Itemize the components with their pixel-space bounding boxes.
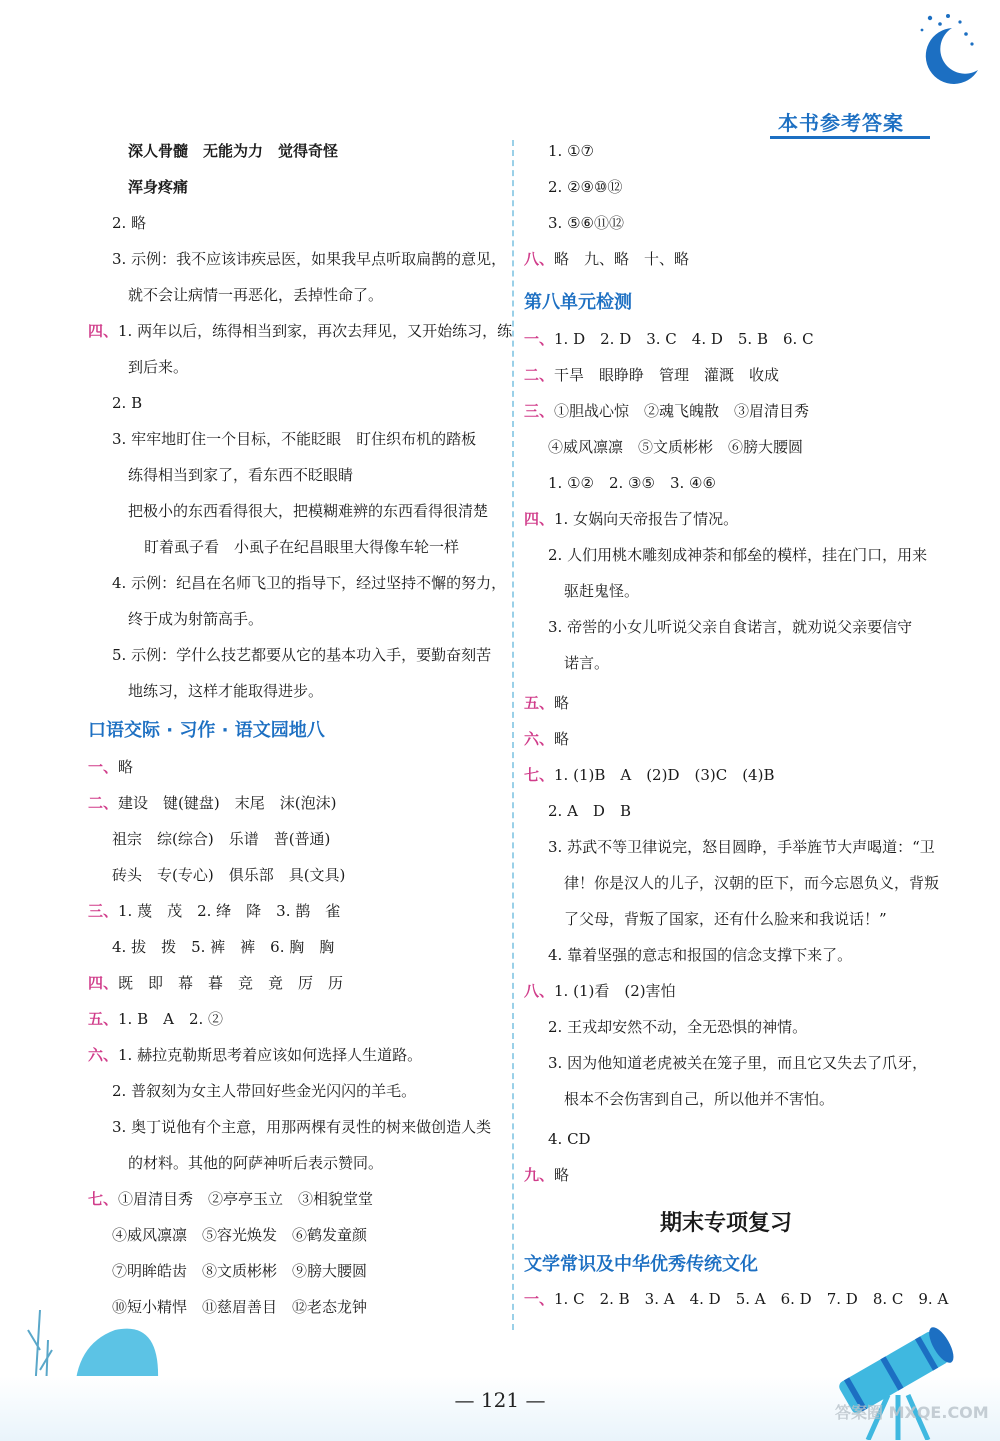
answer-text: 到后来。 <box>128 358 189 376</box>
right-answer-line <box>548 176 622 198</box>
left-answer-line <box>88 756 133 778</box>
answer-text: 2. B <box>112 394 143 412</box>
answer-text: ⑦明眸皓齿 ⑧文质彬彬 ⑨膀大腰圆 <box>112 1262 368 1280</box>
answer-text: 盯着虱子看 小虱子在纪昌眼里大得像车轮一样 <box>144 538 460 556</box>
left-answer-line <box>112 828 330 850</box>
answer-text: 1. (1)B A (2)D (3)C (4)B <box>554 766 775 784</box>
left-answer-line <box>128 356 188 378</box>
answer-text: 2. A D B <box>548 802 631 820</box>
left-answer-line <box>128 680 323 702</box>
left-answer-line <box>144 536 459 558</box>
answer-text: 终于成为射箭高手。 <box>128 610 264 628</box>
left-answer-line <box>112 644 491 666</box>
right-answer-line <box>548 944 852 966</box>
answer-text: 3. 苏武不等卫律说完，怒目圆睁，手举旌节大声喝道：“卫 <box>548 838 935 856</box>
question-marker: 四、 <box>524 510 555 528</box>
header-rule <box>770 136 930 139</box>
left-answer-line <box>112 1116 491 1138</box>
right-answer-line <box>564 872 939 894</box>
answer-text: 1. 赫拉克勒斯思考着应该如何选择人生道路。 <box>118 1046 423 1064</box>
answer-text: 3. 牢牢地盯住一个目标，不能眨眼 盯住织布机的踏板 <box>112 430 477 448</box>
question-marker: 七、 <box>524 766 555 784</box>
answer-text: 深人骨髓 无能为力 觉得奇怪 <box>128 142 339 160</box>
answer-text: 3. ⑤⑥⑪⑫ <box>548 214 624 232</box>
answer-text: 2. 普叙刻为女主人带回好些金光闪闪的羊毛。 <box>112 1082 417 1100</box>
left-answer-line <box>112 1260 367 1282</box>
answer-text: 2. 略 <box>112 214 147 232</box>
answer-text: 3. 奥丁说他有个主意，用那两棵有灵性的树来做创造人类 <box>112 1118 492 1136</box>
page-number: — 121 — <box>454 1388 546 1412</box>
right-answer-line <box>548 1016 807 1038</box>
left-answer-line <box>112 936 334 958</box>
right-answer-line <box>548 544 927 566</box>
right-answer-line <box>564 908 887 930</box>
right-answer-line <box>564 1088 834 1110</box>
question-marker: 九、 <box>524 1166 555 1184</box>
right-answer-line <box>548 140 594 162</box>
answer-text: ④威风凛凛 ⑤文质彬彬 ⑥膀大腰圆 <box>548 438 804 456</box>
right-answer-line <box>524 728 569 750</box>
right-answer-line <box>564 652 609 674</box>
answer-text: 了父母，背叛了国家，还有什么脸来和我说话！” <box>564 910 887 928</box>
answer-text: 驱赶鬼怪。 <box>564 582 640 600</box>
right-answer-line <box>548 212 624 234</box>
right-answer-line <box>548 436 803 458</box>
column-divider <box>512 140 514 1330</box>
right-answer-line <box>524 980 676 1002</box>
left-answer-line <box>88 320 512 342</box>
right-answer-line <box>524 364 779 386</box>
left-answer-line <box>128 464 353 486</box>
left-answer-line <box>112 212 146 234</box>
left-answer-line <box>128 140 338 162</box>
answer-text: 1. 蔑 茂 2. 绛 降 3. 鹊 雀 <box>118 902 341 920</box>
answer-text: 1. ①② 2. ③⑤ 3. ④⑥ <box>548 474 716 492</box>
right-answer-line <box>524 1164 569 1186</box>
answer-text: 3. 帝喾的小女儿听说父亲自食诺言，就劝说父亲要信守 <box>548 618 913 636</box>
left-answer-line <box>88 972 343 994</box>
left-answer-line <box>128 176 188 198</box>
answer-text: 略 <box>118 758 134 776</box>
answer-text: 地练习，这样才能取得进步。 <box>128 682 324 700</box>
answer-text: 根本不会伤害到自己，所以他并不害怕。 <box>564 1090 835 1108</box>
section-title-literature: 文学常识及中华优秀传统文化 <box>524 1254 758 1275</box>
answer-text: 1. ①⑦ <box>548 142 594 160</box>
answer-text: 1. 两年以后，练得相当到家，再次去拜见，又开始练习，练 <box>118 322 513 340</box>
answer-text: 诺言。 <box>564 654 610 672</box>
answer-text: 4. 靠着坚强的意志和报国的信念支撑下来了。 <box>548 946 853 964</box>
question-marker: 一、 <box>88 758 119 776</box>
left-answer-line <box>128 284 383 306</box>
question-marker: 七、 <box>88 1190 119 1208</box>
answer-text: 2. 王戎却安然不动，全无恐惧的神情。 <box>548 1018 808 1036</box>
answer-text: ①胆战心惊 ②魂飞魄散 ③眉清目秀 <box>554 402 810 420</box>
answer-text: 的材料。其他的阿萨神听后表示赞同。 <box>128 1154 384 1172</box>
question-marker: 四、 <box>88 974 119 992</box>
answer-text: 1. D 2. D 3. C 4. D 5. B 6. C <box>554 330 814 348</box>
right-answer-line <box>548 472 716 494</box>
answer-text: 4. CD <box>548 1130 591 1148</box>
moon-stars-icon <box>900 8 990 88</box>
answer-text: 4. 拔 拨 5. 裤 裤 6. 胸 胸 <box>112 938 335 956</box>
answer-text: 把极小的东西看得很大，把模糊难辨的东西看得很清楚 <box>128 502 489 520</box>
answer-text: 1. (1)看 (2)害怕 <box>554 982 676 1000</box>
left-answer-line <box>88 1008 223 1030</box>
answer-text: ①眉清目秀 ②亭亭玉立 ③相貌堂堂 <box>118 1190 374 1208</box>
answer-text: 就不会让病情一再恶化，丢掉性命了。 <box>128 286 384 304</box>
left-answer-line <box>128 608 263 630</box>
right-answer-line <box>564 580 639 602</box>
right-answer-line <box>548 1052 927 1074</box>
question-marker: 四、 <box>88 322 119 340</box>
left-answer-line <box>112 864 345 886</box>
question-marker: 五、 <box>88 1010 119 1028</box>
left-answer-line <box>112 428 476 450</box>
question-marker: 八、 <box>524 250 555 268</box>
answer-text: 2. ②⑨⑩⑫ <box>548 178 623 196</box>
right-answer-line <box>524 508 738 530</box>
left-answer-line <box>128 500 488 522</box>
answer-text: 2. 人们用桃木雕刻成神荼和郁垒的模样，挂在门口，用来 <box>548 546 928 564</box>
right-answer-line <box>548 800 631 822</box>
answer-text: 砖头 专(专心) 俱乐部 具(文具) <box>112 866 346 884</box>
answer-text: 略 <box>554 1166 570 1184</box>
answer-text: ④威风凛凛 ⑤容光焕发 ⑥鹤发童颜 <box>112 1226 368 1244</box>
answer-text: 略 <box>554 694 570 712</box>
left-answer-line <box>88 1188 373 1210</box>
question-marker: 三、 <box>524 402 555 420</box>
answer-text: 略 九、略 十、略 <box>554 250 690 268</box>
answer-text: 祖宗 综(综合) 乐谱 普(普通) <box>112 830 331 848</box>
left-answer-line <box>88 1044 422 1066</box>
question-marker: 二、 <box>88 794 119 812</box>
header-label: 本书参考答案 <box>778 111 904 135</box>
right-answer-line <box>524 328 814 350</box>
answer-text: 3. 示例：我不应该讳疾忌医，如果我早点听取扁鹊的意见， <box>112 250 507 268</box>
answer-text: 建设 键(键盘) 末尾 沫(泡沫) <box>118 794 337 812</box>
left-answer-line <box>112 392 142 414</box>
right-answer-line <box>524 692 569 714</box>
right-answer-line <box>524 400 809 422</box>
answer-text: 3. 因为他知道老虎被关在笼子里，而且它又失去了爪牙， <box>548 1054 928 1072</box>
question-marker: 一、 <box>524 1290 555 1308</box>
answer-text: 既 即 幕 暮 竞 竟 厉 历 <box>118 974 344 992</box>
left-answer-line <box>128 1152 383 1174</box>
left-answer-line <box>112 1080 416 1102</box>
question-marker: 二、 <box>524 366 555 384</box>
answer-text: 略 <box>554 730 570 748</box>
left-answer-line <box>112 248 506 270</box>
answer-text: 浑身疼痛 <box>128 178 189 196</box>
final-review-title: 期末专项复习 <box>660 1211 793 1236</box>
question-marker: 三、 <box>88 902 119 920</box>
answer-text: 1. 女娲向天帝报告了情况。 <box>554 510 739 528</box>
left-answer-line <box>112 1224 367 1246</box>
question-marker: 八、 <box>524 982 555 1000</box>
answer-text: 干旱 眼睁睁 管理 灌溉 收成 <box>554 366 780 384</box>
right-answer-line <box>548 616 912 638</box>
question-marker: 一、 <box>524 330 555 348</box>
question-marker: 五、 <box>524 694 555 712</box>
section-title-oral-writing: 口语交际 · 习作 · 语文园地八 <box>88 720 325 741</box>
answer-text: 1. B A 2. ② <box>118 1010 224 1028</box>
right-answer-line <box>524 764 774 786</box>
right-answer-line <box>548 836 935 858</box>
answer-text: 1. C 2. B 3. A 4. D 5. A 6. D 7. D 8. C 9. A <box>554 1290 949 1308</box>
answer-text: 4. 示例：纪昌在名师飞卫的指导下，经过坚持不懈的努力， <box>112 574 507 592</box>
answer-text: 练得相当到家了，看东西不眨眼睛 <box>128 466 354 484</box>
answer-text: 律！你是汉人的儿子，汉朝的臣下，而今忘恩负义，背叛 <box>564 874 940 892</box>
left-answer-line <box>112 572 506 594</box>
right-answer-line <box>548 1128 591 1150</box>
question-marker: 六、 <box>524 730 555 748</box>
answer-text: ⑩短小精悍 ⑪慈眉善目 ⑫老态龙钟 <box>112 1298 368 1316</box>
section-title-unit-eight-test: 第八单元检测 <box>524 292 632 313</box>
right-answer-line <box>524 248 689 270</box>
left-answer-line <box>88 900 340 922</box>
answer-text: 5. 示例：学什么技艺都要从它的基本功入手，要勤奋刻苦 <box>112 646 492 664</box>
question-marker: 六、 <box>88 1046 119 1064</box>
watermark: 答案圈 MXQE.COM <box>835 1403 989 1422</box>
left-answer-line <box>88 792 336 814</box>
